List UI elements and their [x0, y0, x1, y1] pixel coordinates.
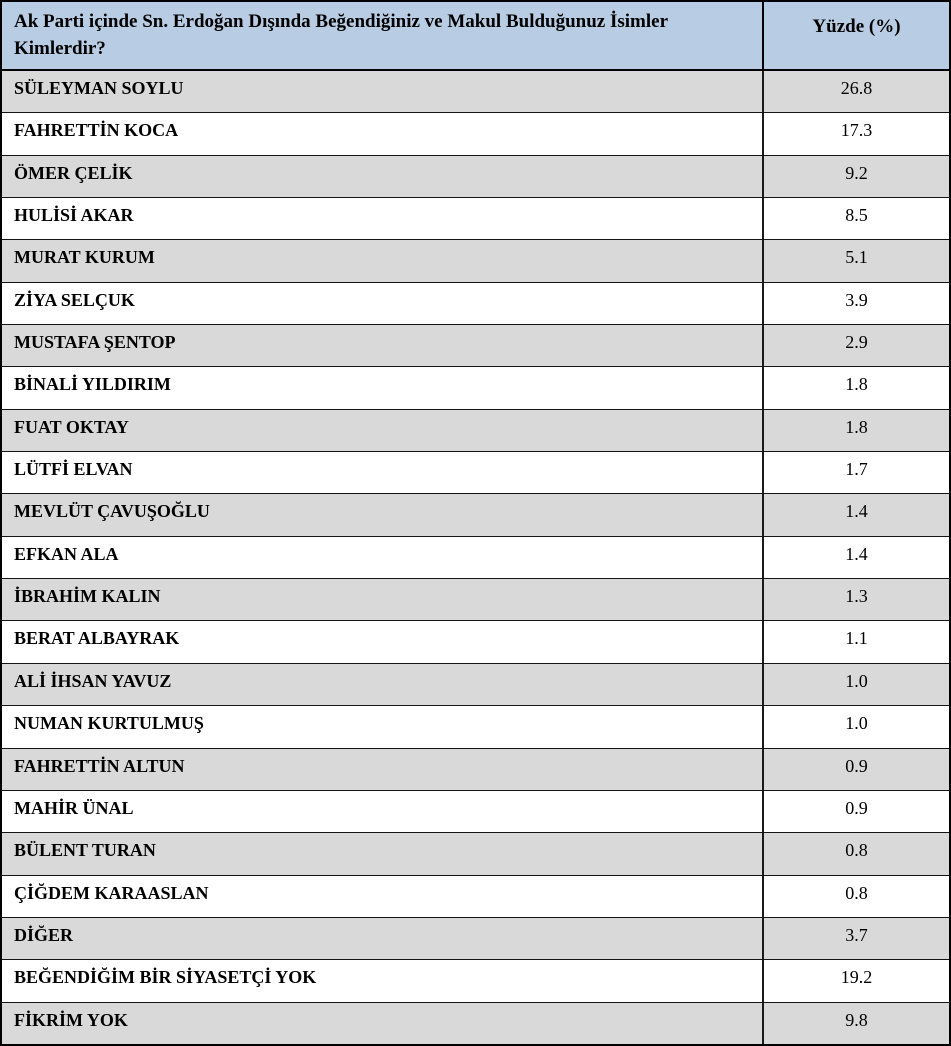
table-row [2, 664, 949, 706]
table-row [2, 113, 949, 155]
percent-cell: 9.2 [762, 156, 949, 197]
percent-cell: 1.1 [762, 621, 949, 662]
name-cell: MAHİR ÜNAL [14, 797, 134, 818]
name-cell: MURAT KURUM [14, 247, 155, 268]
name-cell: EFKAN ALA [14, 543, 119, 564]
name-cell: SÜLEYMAN SOYLU [14, 78, 184, 98]
table-row [2, 960, 949, 1002]
percent-cell: 1.3 [762, 579, 949, 620]
table-row [2, 410, 949, 452]
name-cell: BERAT ALBAYRAK [14, 628, 180, 649]
percent-cell: 0.8 [762, 833, 949, 874]
table-row [2, 918, 949, 960]
name-cell: BİNALİ YILDIRIM [14, 374, 171, 395]
table-row [2, 749, 949, 791]
percent-cell: 1.0 [762, 664, 949, 705]
name-cell: ALİ İHSAN YAVUZ [14, 670, 172, 691]
name-cell: BÜLENT TURAN [14, 840, 156, 861]
name-cell: FAHRETTİN ALTUN [14, 755, 185, 776]
table-row [2, 452, 949, 494]
table-row [2, 198, 949, 240]
name-cell: DİĞER [14, 924, 74, 945]
table-header-row [2, 2, 949, 71]
percent-cell: 3.7 [762, 918, 949, 959]
table-body [2, 71, 949, 1044]
table-row [2, 1003, 949, 1044]
table-row [2, 833, 949, 875]
percent-cell: 8.5 [762, 198, 949, 239]
table-row [2, 791, 949, 833]
question-header-cell: Ak Parti içinde Sn. Erdoğan Dışında Beğendiğiniz ve Makul Bulduğunuz İsimler Kimlerdir? [14, 11, 668, 59]
table-row [2, 240, 949, 282]
percent-cell: 0.9 [762, 791, 949, 832]
name-cell: HULİSİ AKAR [14, 205, 134, 226]
name-cell: ÇİĞDEM KARAASLAN [14, 882, 209, 903]
name-cell: ZİYA SELÇUK [14, 289, 135, 310]
table-row [2, 579, 949, 621]
percent-cell: 1.4 [762, 537, 949, 578]
percent-cell: 19.2 [762, 960, 949, 1001]
name-cell: MEVLÜT ÇAVUŞOĞLU [14, 501, 210, 522]
name-cell: FAHRETTİN KOCA [14, 120, 179, 141]
table-row [2, 325, 949, 367]
table-row [2, 537, 949, 579]
name-cell: NUMAN KURTULMUŞ [14, 713, 204, 734]
percent-cell: 5.1 [762, 240, 949, 281]
table-row [2, 156, 949, 198]
percent-cell: 17.3 [762, 113, 949, 154]
table-row [2, 621, 949, 663]
percent-cell: 2.9 [762, 325, 949, 366]
percent-cell: 1.8 [762, 367, 949, 408]
table-row [2, 494, 949, 536]
percent-cell: 1.7 [762, 452, 949, 493]
table-row [2, 367, 949, 409]
name-cell: İBRAHİM KALIN [14, 586, 161, 607]
name-cell: LÜTFİ ELVAN [14, 459, 133, 480]
percent-cell: 0.8 [762, 876, 949, 917]
table-row [2, 706, 949, 748]
table-row [2, 71, 949, 113]
percent-header-cell: Yüzde (%) [762, 2, 949, 69]
percent-cell: 1.8 [762, 410, 949, 451]
name-cell: FUAT OKTAY [14, 416, 129, 437]
name-cell: MUSTAFA ŞENTOP [14, 332, 176, 353]
percent-cell: 1.0 [762, 706, 949, 747]
percent-cell: 1.4 [762, 494, 949, 535]
name-cell: ÖMER ÇELİK [14, 162, 133, 183]
table-row [2, 283, 949, 325]
percent-cell: 0.9 [762, 749, 949, 790]
percent-cell: 26.8 [762, 71, 949, 112]
percent-cell: 9.8 [762, 1003, 949, 1044]
percent-cell: 3.9 [762, 283, 949, 324]
name-cell: BEĞENDİĞİM BİR SİYASETÇİ YOK [14, 967, 317, 988]
name-cell: FİKRİM YOK [14, 1009, 128, 1030]
table-row [2, 876, 949, 918]
